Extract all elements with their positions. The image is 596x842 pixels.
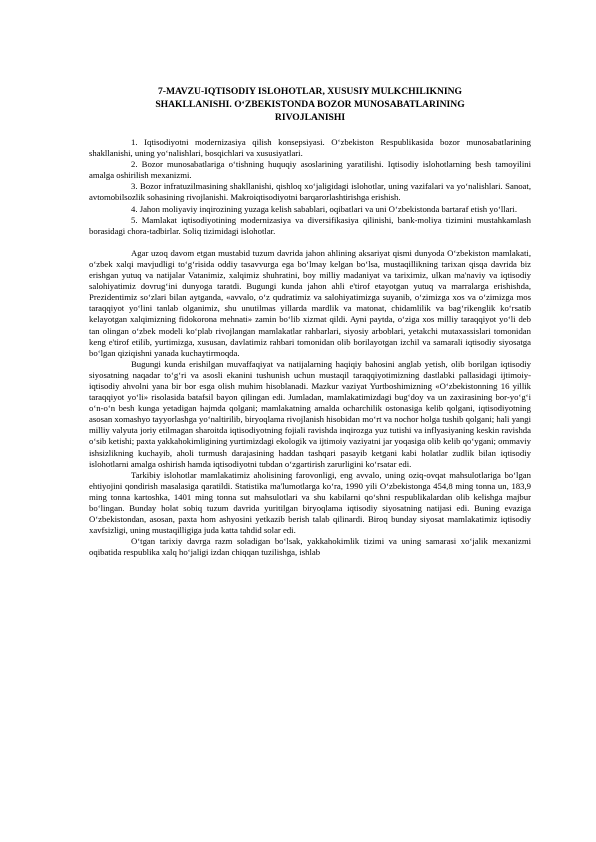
body-paragraph: Tarkibiy islohotlar mamlakatimiz aholisining farovonligi, eng avvalo, uning oziq-ovqat mahsulotlariga bo‘lgan ehtiyojini qondirish masalasiga qaratildi. Statistika ma'lumotlarga ko‘ra, 1990 yili O‘zbekistonga 454,8 ming tonna un, 183,9 ming tonna kartoshka, 1401 ming tonna sut mahsulotlari va shu kabilarni qo‘shni respublikalardan olib kelishga majbur bo‘lingan. Bunday holat sobiq tuzum davrida yuritilgan biryoqlama iqtisodiy siyosatning natijasi edi. Buning evaziga O‘zbekistondan, asosan, paxta hom ashyosini yetkazib berish talab qilinardi. Biroq bunday siyosat mamlakatimiz iqtisodiy xavfsizligi, uning mustaqilligiga juda katta tahdid solar edi. bbox=[89, 469, 531, 536]
document-body bbox=[89, 248, 531, 559]
body-paragraph: O‘tgan tarixiy davrga razm soladigan bo‘lsak, yakkahokimlik tizimi va uning samarasi xo‘jalik mexanizmi oqibatida respublika xalq ho‘jaligi izdan chiqqan tuzilishga, ishlab bbox=[89, 536, 531, 558]
body-paragraph: Bugungi kunda erishilgan muvaffaqiyat va natijalarning haqiqiy bahosini anglab yetish, olib borilgan iqtisodiy siyosatning naqadar to‘g‘ri va asosli ekanini tushunish uchun mustaqil taraqqiyotimizning dastlabki pallasidagi ijtimoiy-iqtisodiy ahvolni yana bir bor esga olish muhim hisoblanadi. Mazkur vaziyat Yurtboshimizning «O‘zbekistonning 16 yillik taraqqiyot yo‘li» risolasida batafsil bayon qilingan edi. Jumladan, mamlakatimizdagi bug‘doy va un zaxirasining bor-yo‘g‘i o‘n-o‘n besh kunga yetadigan hajmda qolgani; mamlakatning amalda ocharchilik ostonasiga kelib qolgani, iqtisodiyotning asosan xomashyo tayyorlashga yo‘naltirilib, biryoqlama rivojlanish hisobidan mo‘rt va nochor holga tushib qolgani; hali yangi milliy valyuta joriy etilmagan sharoitda iqtisodiyotning fojiali ravishda inqirozga yuz tutishi va inflyasiyaning keskin ravishda o‘sib ketishi; paxta yakkahokimligining yurtimizdagi ekologik va ijtimoiy vaziyatni jar yoqasiga olib kelib qo‘ygani; ommaviy ishsizlikning kuchayib, aholi turmush darajasining haddan tashqari pasayib ketgani kabi holatlar zudlik bilan iqtisodiy islohotlarni amalga oshirish hamda iqtisodiyotni tubdan o‘zgartirish zarurligini ko‘rsatar edi. bbox=[89, 358, 531, 469]
plan-item: 3. Bozor infratuzilmasining shakllanishi, qishloq xo‘jaligidagi islohotlar, uning vazifalari va yo‘nalishlari. Sanoat, avtomobilsozlik sohasining rivojlanishi. Makroiqtisodiyotni barqarorlashtirishga erishish. bbox=[89, 181, 531, 203]
plan-item: 4. Jahon moliyaviy inqirozining yuzaga kelish sabablari, oqibatlari va uni O‘zbekistonda bartaraf etish yo‘llari. bbox=[131, 203, 517, 214]
topic-plan bbox=[89, 137, 531, 237]
document-title bbox=[89, 85, 531, 124]
document-page bbox=[89, 85, 531, 558]
title-line: 7-MAVZU-IQTISODIY ISLOHOTLAR, XUSUSIY MULKCHILIKNING bbox=[157, 86, 463, 97]
body-paragraph: Agar uzoq davom etgan mustabid tuzum davrida jahon ahlining aksariyat qismi dunyoda O‘zbekiston mamlakati, o‘zbek xalqi mavjudligi to‘g‘risida oddiy tasavvurga ega bo‘lmay kelgan bo‘lsa, mustaqillikning tarixan qisqa davrida biz erishgan yutuq va natijalar Vatanimiz, xalqimiz shuhratini, boy milliy madaniyat va tariximiz, ulkan ma'naviy va iqtisodiy salohiyatimiz dovrug‘ini dunyoga taratdi. Bugungi kunda jahon ahli e'tirof etayotgan yutuq va marralarga erishishda, Prezidentimiz so‘zlari bilan aytganda, «avvalo, o‘z qudratimiz va salohiyatimizga suyanib, o‘zimizga xos va o‘zimizga mos taraqqiyot yo‘lini tanlab olganimiz, shu unutilmas yillarda mardlik va matonat, chidamlilik va bag‘rikenglik ko‘rsatib kelayotgan xalqimizning fidokorona mehnati» zamin bo‘lib xizmat qildi. Ayni paytda, o‘ziga xos milliy taraqqiyot yo‘li deb tan olingan o‘zbek modeli ko‘plab rivojlangan mamlakatlar rahbarlari, siyosiy arboblari, yetakchi mutaxassislari tomonidan keng e'tirof etilib, yurtimizga, xususan, davlatimiz rahbari tomonidan olib borilayotgan izchil va samarali iqtisodiy siyosatga bo‘lgan qiziqishni yanada kuchaytirmoqda. bbox=[89, 247, 531, 358]
plan-item: 2. Bozor munosabatlariga o‘tishning huquqiy asoslarining yaratilishi. Iqtisodiy islohotlarning besh tamoyilini amalga oshirilish mexanizmi. bbox=[89, 159, 531, 181]
plan-item: 5. Mamlakat iqtisodiyotining modernizasiya va diversifikasiya qilinishi, bank-moliya tizimini mustahkamlash borasidagi chora-tadbirlar. Soliq tizimidagi islohotlar. bbox=[89, 214, 531, 236]
plan-item: 1. Iqtisodiyotni modernizasiya qilish konsepsiyasi. O‘zbekiston Respublikasida bozor munosabatlarining shakllanishi, uning yo‘nalishlari, bosqichlari va xususiyatlari. bbox=[89, 137, 531, 159]
title-line: RIVOJLANISHI bbox=[274, 112, 346, 123]
title-line: SHAKLLANISHI. O‘ZBEKISTONDA BOZOR MUNOSABATLARINING bbox=[155, 99, 465, 110]
